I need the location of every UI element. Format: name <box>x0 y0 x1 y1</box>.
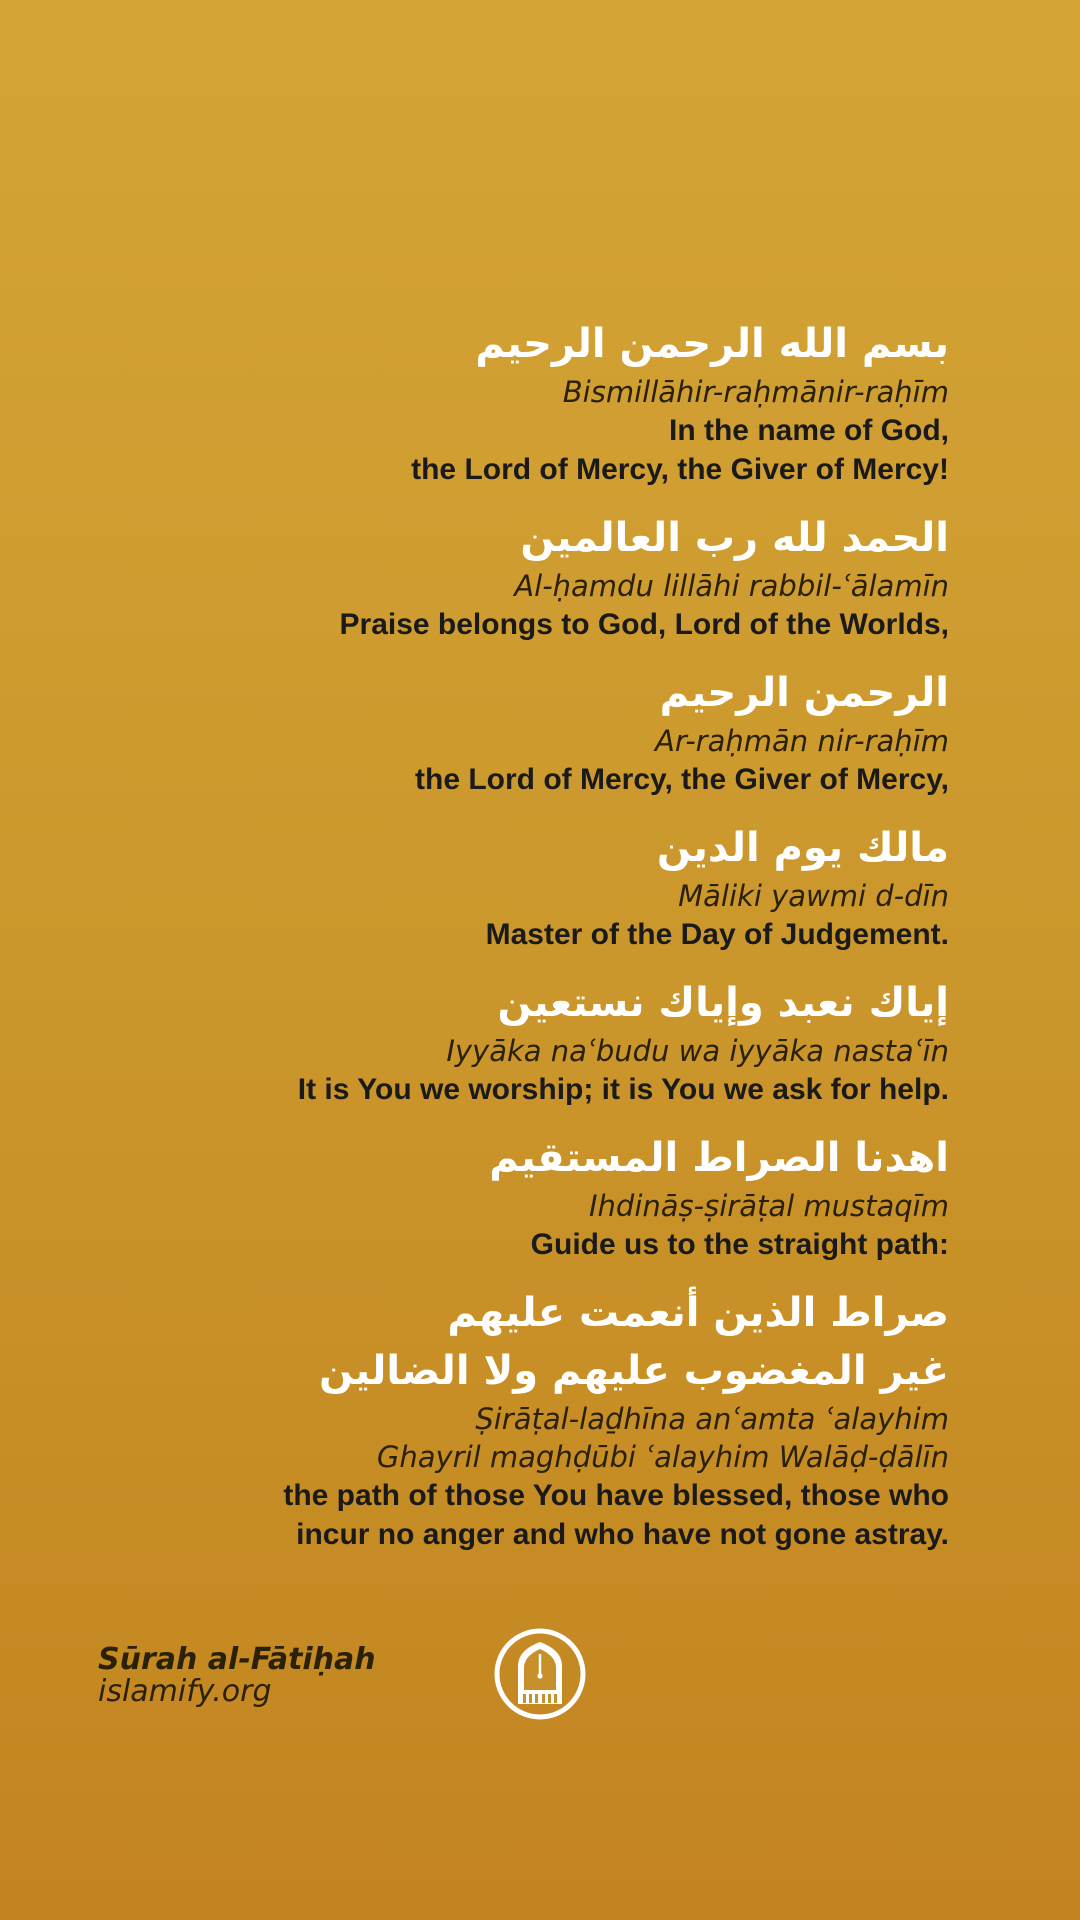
verse-5 <box>49 974 949 1109</box>
verse-7 <box>49 1284 949 1554</box>
verse-translation: It is You we worship; it is You we ask for help. <box>297 1073 949 1106</box>
verse-transliteration: Al-ḥamdu lillāhi rabbil-ʿālamīn <box>514 569 949 603</box>
verse-arabic: إياك نعبد وإياك نستعين <box>497 980 949 1026</box>
verse-arabic: صراط الذين أنعمت عليهم <box>447 1290 949 1336</box>
verse-transliteration: Ihdināṣ-ṣirāṭal mustaqīm <box>589 1189 949 1223</box>
surah-name: Sūrah al-Fātiḥah <box>98 1642 376 1677</box>
verse-6 <box>49 1129 949 1264</box>
verse-translation: Master of the Day of Judgement. <box>485 918 949 951</box>
verse-transliteration: Māliki yawmi d-dīn <box>678 879 949 913</box>
footer-caption <box>98 1644 376 1708</box>
verse-translation: the Lord of Mercy, the Giver of Mercy! <box>411 453 949 486</box>
verse-translation: the Lord of Mercy, the Giver of Mercy, <box>415 763 949 796</box>
verses-container <box>49 315 949 1574</box>
verse-arabic: الرحمن الرحيم <box>659 670 949 716</box>
verse-translation: In the name of God, <box>668 414 949 447</box>
verse-4 <box>49 819 949 954</box>
verse-arabic: مالك يوم الدين <box>656 825 949 871</box>
verse-transliteration: Iyyāka naʿbudu wa iyyāka nastaʿīn <box>446 1034 949 1068</box>
verse-transliteration: Bismillāhir-raḥmānir-raḥīm <box>562 375 949 409</box>
verse-translation: Praise belongs to God, Lord of the Worlds, <box>339 608 949 641</box>
verse-arabic: بسم الله الرحمن الرحيم <box>475 321 949 367</box>
verse-translation: the path of those You have blessed, those who <box>283 1479 949 1512</box>
verse-3 <box>49 664 949 799</box>
mosque-arch-icon <box>494 1628 586 1720</box>
verse-arabic: غير المغضوب عليهم ولا الضالين <box>319 1348 949 1394</box>
verse-translation: incur no anger and who have not gone astray. <box>296 1518 949 1551</box>
verse-1 <box>49 315 949 489</box>
verse-transliteration: Ar-raḥmān nir-raḥīm <box>655 724 949 758</box>
site-link[interactable]: islamify.org <box>98 1674 272 1709</box>
verse-arabic: الحمد لله رب العالمين <box>520 515 949 561</box>
verse-arabic: اهدنا الصراط المستقيم <box>489 1135 949 1181</box>
verse-transliteration: Ṣirāṭal-laḏhīna anʿamta ʿalayhim <box>475 1402 949 1436</box>
verse-transliteration: Ghayril maghḍūbi ʿalayhim Walāḍ-ḍālīn <box>376 1440 949 1474</box>
verse-translation: Guide us to the straight path: <box>530 1228 949 1261</box>
verse-2 <box>49 509 949 644</box>
